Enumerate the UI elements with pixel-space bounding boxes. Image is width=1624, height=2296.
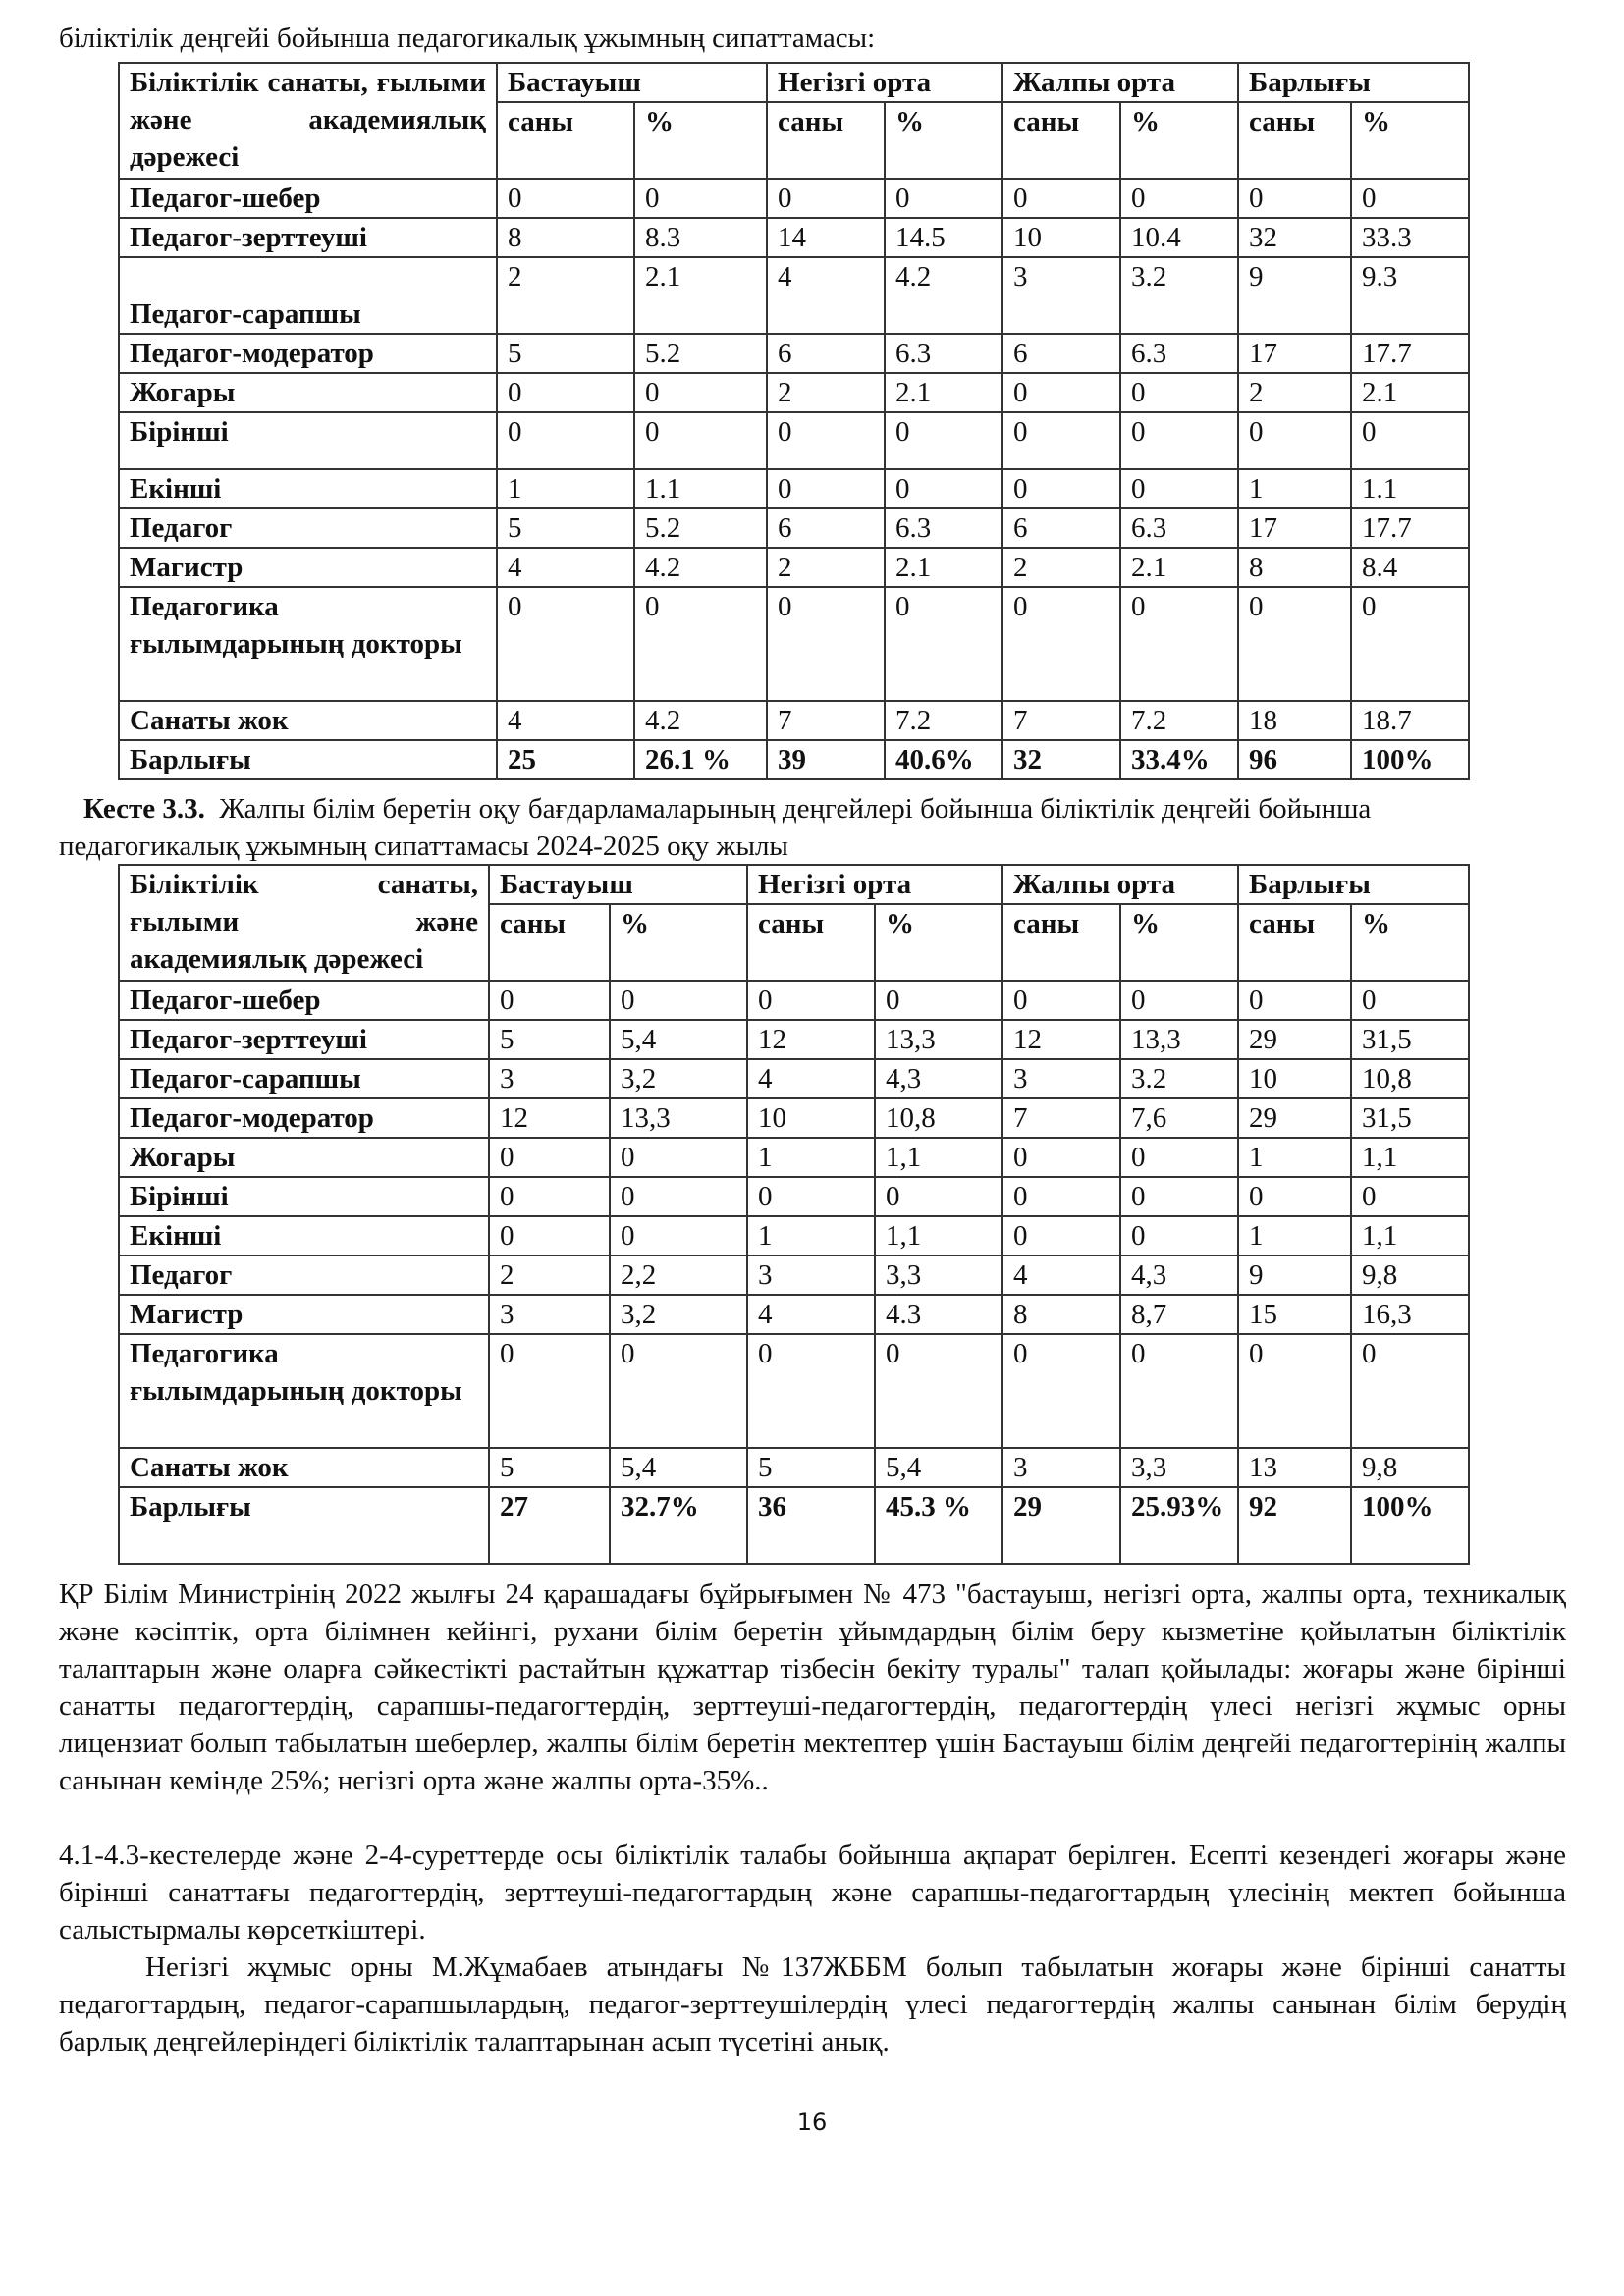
table-cell: 4 xyxy=(497,548,634,587)
table-cell: 4 xyxy=(747,1059,875,1098)
header-first-column: Біліктілік санаты, ғылыми және академиялық дәрежесі xyxy=(119,865,489,981)
table-cell: 3.2 xyxy=(1120,257,1238,334)
row-label: Педагогика ғылымдарының докторы xyxy=(119,587,497,701)
table-cell: 13,3 xyxy=(1120,1020,1238,1059)
table-cell: 5,4 xyxy=(610,1448,747,1487)
table-cell: 0 xyxy=(1002,412,1120,469)
table-cell: 2,2 xyxy=(610,1255,747,1295)
table-cell: 6.3 xyxy=(1120,508,1238,548)
table-cell: 0 xyxy=(634,412,767,469)
table-cell: 2.1 xyxy=(885,373,1002,412)
row-label: Педагог-зерттеуші xyxy=(119,1020,489,1059)
table-cell: 0 xyxy=(610,1177,747,1216)
table-cell: 0 xyxy=(610,1138,747,1177)
row-label: Екінші xyxy=(119,469,497,508)
table-cell: 7 xyxy=(767,701,885,740)
table-cell: 5 xyxy=(489,1020,610,1059)
table-cell: 1,1 xyxy=(1351,1138,1469,1177)
table-cell: 9.3 xyxy=(1351,257,1469,334)
row-label: Педагог-модератор xyxy=(119,1098,489,1138)
table-row xyxy=(119,548,1469,587)
table-cell: 2 xyxy=(1238,373,1351,412)
table-cell: 9 xyxy=(1238,257,1351,334)
table-cell: 0 xyxy=(1238,1177,1351,1216)
header-group: Барлығы xyxy=(1238,63,1469,102)
table-cell: 0 xyxy=(634,373,767,412)
table-cell: 5.2 xyxy=(634,334,767,373)
table-cell: 18 xyxy=(1238,701,1351,740)
table-row xyxy=(119,412,1469,469)
table-cell: 8.4 xyxy=(1351,548,1469,587)
table-cell: 0 xyxy=(747,981,875,1020)
table-cell: 0 xyxy=(1120,179,1238,218)
table-cell: 100% xyxy=(1351,740,1469,779)
page-number: 16 xyxy=(796,2109,828,2136)
table-cell: 5 xyxy=(489,1448,610,1487)
table-cell: 0 xyxy=(875,1334,1002,1448)
table-cell: 0 xyxy=(1120,412,1238,469)
table-cell: 0 xyxy=(489,1138,610,1177)
table-cell: 31,5 xyxy=(1351,1020,1469,1059)
table-cell: 6.3 xyxy=(885,508,1002,548)
table-cell: 40.6% xyxy=(885,740,1002,779)
table-cell: 5 xyxy=(747,1448,875,1487)
table-cell: 33.4% xyxy=(1120,740,1238,779)
table-header-row xyxy=(119,63,1469,102)
table-cell: 5.2 xyxy=(634,508,767,548)
table-cell: 10 xyxy=(1002,218,1120,257)
table-cell: 1 xyxy=(747,1216,875,1255)
table-cell: 92 xyxy=(1238,1487,1351,1564)
table-cell: 8,7 xyxy=(1120,1295,1238,1334)
table-cell: 5 xyxy=(497,508,634,548)
caption-number: Кесте 3.3. xyxy=(83,793,205,825)
table-cell: 26.1 % xyxy=(634,740,767,779)
subheader-cell: саны xyxy=(1002,102,1120,179)
table-cell: 0 xyxy=(1351,981,1469,1020)
header-group: Бастауыш xyxy=(489,865,747,904)
table-cell: 17 xyxy=(1238,334,1351,373)
table-cell: 16,3 xyxy=(1351,1295,1469,1334)
table-cell: 3,3 xyxy=(875,1255,1002,1295)
table-cell: 0 xyxy=(1002,981,1120,1020)
table-cell: 4 xyxy=(1002,1255,1120,1295)
table-row xyxy=(119,508,1469,548)
table-row xyxy=(119,1487,1469,1564)
row-label: Педагог-шебер xyxy=(119,179,497,218)
table-cell: 0 xyxy=(1351,1334,1469,1448)
table-cell: 13,3 xyxy=(610,1098,747,1138)
table-cell: 0 xyxy=(1002,179,1120,218)
table-cell: 1 xyxy=(747,1138,875,1177)
subheader-cell: % xyxy=(1351,904,1469,981)
table-cell: 0 xyxy=(767,179,885,218)
table-cell: 2.1 xyxy=(1120,548,1238,587)
caption-line-2: педагогикалық ұжымның сипаттамасы 2024-2025 оқу жылы xyxy=(59,830,788,862)
table-cell: 12 xyxy=(1002,1020,1120,1059)
table-cell: 5 xyxy=(497,334,634,373)
table-row xyxy=(119,373,1469,412)
subheader-cell: саны xyxy=(1238,904,1351,981)
table-cell: 14 xyxy=(767,218,885,257)
table-row xyxy=(119,1448,1469,1487)
table-cell: 4.2 xyxy=(634,701,767,740)
table-cell: 9 xyxy=(1238,1255,1351,1295)
table-cell: 1 xyxy=(1238,1138,1351,1177)
row-label: Педагог-сарапшы xyxy=(119,1059,489,1098)
table-cell: 3 xyxy=(747,1255,875,1295)
table-cell: 32.7% xyxy=(610,1487,747,1564)
table-cell: 0 xyxy=(885,179,1002,218)
table-cell: 0 xyxy=(1120,981,1238,1020)
subheader-cell: саны xyxy=(767,102,885,179)
table-cell: 8 xyxy=(497,218,634,257)
table-cell: 0 xyxy=(489,1177,610,1216)
table-cell: 36 xyxy=(747,1487,875,1564)
table-cell: 0 xyxy=(1351,412,1469,469)
table-cell: 3 xyxy=(489,1059,610,1098)
table-cell: 1 xyxy=(497,469,634,508)
table-cell: 1,1 xyxy=(875,1216,1002,1255)
table-cell: 2 xyxy=(489,1255,610,1295)
table-cell: 1,1 xyxy=(1351,1216,1469,1255)
table-cell: 0 xyxy=(610,981,747,1020)
table-row xyxy=(119,587,1469,701)
table-cell: 10,8 xyxy=(875,1098,1002,1138)
table-cell: 10,8 xyxy=(1351,1059,1469,1098)
table-row xyxy=(119,1334,1469,1448)
table-cell: 0 xyxy=(497,373,634,412)
header-group: Негізгі орта xyxy=(767,63,1002,102)
table-cell: 0 xyxy=(1351,587,1469,701)
subheader-cell: % xyxy=(885,102,1002,179)
table-cell: 0 xyxy=(1238,587,1351,701)
table-row xyxy=(119,334,1469,373)
table-cell: 29 xyxy=(1238,1020,1351,1059)
table-cell: 0 xyxy=(497,412,634,469)
table-cell: 8.3 xyxy=(634,218,767,257)
header-group: Негізгі орта xyxy=(747,865,1002,904)
subheader-cell: саны xyxy=(1002,904,1120,981)
header-group: Жалпы орта xyxy=(1002,63,1238,102)
row-label: Екінші xyxy=(119,1216,489,1255)
row-label: Педагог xyxy=(119,1255,489,1295)
table-row xyxy=(119,257,1469,334)
table-cell: 39 xyxy=(767,740,885,779)
table-row xyxy=(119,701,1469,740)
row-label: Барлығы xyxy=(119,1487,489,1564)
table-cell: 10 xyxy=(747,1098,875,1138)
table-cell: 0 xyxy=(875,1177,1002,1216)
row-label: Жогары xyxy=(119,373,497,412)
table-cell: 1,1 xyxy=(875,1138,1002,1177)
qualification-table-1 xyxy=(118,62,1470,780)
table-cell: 0 xyxy=(1120,587,1238,701)
row-label: Жогары xyxy=(119,1138,489,1177)
table-cell: 4,3 xyxy=(1120,1255,1238,1295)
table-cell: 0 xyxy=(885,587,1002,701)
table-cell: 0 xyxy=(1120,469,1238,508)
row-label: Бірінші xyxy=(119,1177,489,1216)
table-cell: 2.1 xyxy=(885,548,1002,587)
table-cell: 0 xyxy=(747,1177,875,1216)
row-label: Магистр xyxy=(119,548,497,587)
table-row xyxy=(119,1255,1469,1295)
table-cell: 0 xyxy=(1002,1138,1120,1177)
table-cell: 0 xyxy=(634,179,767,218)
table-cell: 15 xyxy=(1238,1295,1351,1334)
table-cell: 6 xyxy=(1002,508,1120,548)
table-cell: 0 xyxy=(497,587,634,701)
table-row xyxy=(119,1020,1469,1059)
table-cell: 13 xyxy=(1238,1448,1351,1487)
table-header-row xyxy=(119,865,1469,904)
table-caption xyxy=(83,790,1566,828)
table-cell: 2 xyxy=(497,257,634,334)
table-row xyxy=(119,1138,1469,1177)
table-cell: 31,5 xyxy=(1351,1098,1469,1138)
table-cell: 1 xyxy=(1238,1216,1351,1255)
table-cell: 7 xyxy=(1002,701,1120,740)
row-label: Педагог-зерттеуші xyxy=(119,218,497,257)
subheader-cell: % xyxy=(1351,102,1469,179)
table-row xyxy=(119,1295,1469,1334)
table-cell: 45.3 % xyxy=(875,1487,1002,1564)
table-cell: 17 xyxy=(1238,508,1351,548)
header-group: Бастауыш xyxy=(497,63,767,102)
table-cell: 0 xyxy=(1238,412,1351,469)
table-cell: 0 xyxy=(1120,1334,1238,1448)
table-cell: 6 xyxy=(767,508,885,548)
table-cell: 0 xyxy=(634,587,767,701)
subheader-cell: саны xyxy=(489,904,610,981)
table-cell: 4,3 xyxy=(875,1059,1002,1098)
table-cell: 0 xyxy=(1002,373,1120,412)
table-cell: 29 xyxy=(1238,1098,1351,1138)
table-cell: 0 xyxy=(497,179,634,218)
subheader-cell: % xyxy=(1120,904,1238,981)
table-cell: 0 xyxy=(1002,1216,1120,1255)
subheader-cell: % xyxy=(634,102,767,179)
table-cell: 0 xyxy=(885,412,1002,469)
table-cell: 33.3 xyxy=(1351,218,1469,257)
table-cell: 0 xyxy=(489,1216,610,1255)
table-cell: 8 xyxy=(1238,548,1351,587)
row-label: Педагог-модератор xyxy=(119,334,497,373)
table-cell: 3 xyxy=(1002,1059,1120,1098)
table-cell: 10.4 xyxy=(1120,218,1238,257)
table-cell: 96 xyxy=(1238,740,1351,779)
row-label: Педагог xyxy=(119,508,497,548)
table-row xyxy=(119,740,1469,779)
header-group: Жалпы орта xyxy=(1002,865,1238,904)
table-cell: 2.1 xyxy=(1351,373,1469,412)
table-cell: 1.1 xyxy=(634,469,767,508)
header-first-column: Біліктілік санаты, ғылыми және академиялық дәрежесі xyxy=(119,63,497,179)
subheader-cell: % xyxy=(1120,102,1238,179)
table-cell: 4.2 xyxy=(885,257,1002,334)
header-group: Барлығы xyxy=(1238,865,1469,904)
table-cell: 0 xyxy=(1351,1177,1469,1216)
table-cell: 5,4 xyxy=(610,1020,747,1059)
table-cell: 4 xyxy=(767,257,885,334)
row-label: Магистр xyxy=(119,1295,489,1334)
subheader-cell: % xyxy=(875,904,1002,981)
table-cell: 3.2 xyxy=(1120,1059,1238,1098)
caption-text: Жалпы білім беретін оқу бағдарламаларының деңгейлері бойынша біліктілік деңгейі бойынша xyxy=(219,793,1372,825)
row-label: Педагог-сарапшы xyxy=(119,257,497,334)
table-cell: 0 xyxy=(1002,1177,1120,1216)
table-cell: 2 xyxy=(767,548,885,587)
table-cell: 13,3 xyxy=(875,1020,1002,1059)
table-cell: 0 xyxy=(1002,1334,1120,1448)
table-cell: 6 xyxy=(767,334,885,373)
table-cell: 0 xyxy=(767,412,885,469)
table-row xyxy=(119,1177,1469,1216)
table-cell: 0 xyxy=(1002,469,1120,508)
table-cell: 5,4 xyxy=(875,1448,1002,1487)
paragraph-conclusion: Негізгі жұмыс орны М.Жұмабаев атындағы №137ЖББМ болып табылатын жоғары және бірінші санатты педагогтардың, педагог-сарапшылардың, педагог-зерттеушілердің үлесі педагогтердің жалпы санынан білім берудің барлық деңгейлеріндегі біліктілік талаптарынан асып түсетіні анық. xyxy=(59,1951,1566,2057)
table-cell: 7.2 xyxy=(885,701,1002,740)
table-row xyxy=(119,1059,1469,1098)
row-label: Санаты жок xyxy=(119,701,497,740)
table-row xyxy=(119,179,1469,218)
table-cell: 0 xyxy=(1238,179,1351,218)
table-cell: 0 xyxy=(1238,1334,1351,1448)
subheader-cell: % xyxy=(610,904,747,981)
table-cell: 32 xyxy=(1238,218,1351,257)
table-cell: 1 xyxy=(1238,469,1351,508)
table-cell: 3,3 xyxy=(1120,1448,1238,1487)
paragraph-tables-reference: 4.1-4.3-кестелерде және 2-4-суреттерде осы біліктілік талабы бойынша ақпарат берілген. Есепті кезендегі жоғары және бірінші санаттағы педагогтердің, зерттеуші-педагогтардың және сарапшы-педагогтардың үлесінің мектеп бойынша салыстырмалы көрсеткіштері. xyxy=(59,1840,1566,1946)
table-cell: 2.1 xyxy=(634,257,767,334)
table-cell: 32 xyxy=(1002,740,1120,779)
table-cell: 6.3 xyxy=(1120,334,1238,373)
table-cell: 4.2 xyxy=(634,548,767,587)
table-cell: 0 xyxy=(1002,587,1120,701)
table-cell: 3 xyxy=(1002,1448,1120,1487)
table-cell: 3,2 xyxy=(610,1059,747,1098)
subheader-cell: саны xyxy=(497,102,634,179)
table-row xyxy=(119,1216,1469,1255)
table-cell: 17.7 xyxy=(1351,334,1469,373)
table-cell: 27 xyxy=(489,1487,610,1564)
row-label: Бірінші xyxy=(119,412,497,469)
paragraph-ministry-order: ҚР Білім Министрінің 2022 жылғы 24 қарашадағы бұйрығымен № 473 "бастауыш, негізгі орта, жалпы орта, техникалық және кәсіптік, орта білімнен кейінгі, рухани білім беретін ұйымдардың білім беру кызметіне қойылатын біліктілік талаптарын және оларға сәйкестікті растайтын құжаттар тізбесін бекіту туралы" талап қойылады: жоғары және бірінші санатты педагогтердің, сарапшы-педагогтердің, зерттеуші-педагогтердің, педагогтердің үлесі негізгі жұмыс орны лицензиат болып табылатын шеберлер, жалпы білім беретін мектептер үшін Бастауыш білім деңгейі педагогтерінің жалпы санынан кемінде 25%; негізгі орта және жалпы орта-35%.. xyxy=(59,1578,1566,1796)
table-cell: 2 xyxy=(767,373,885,412)
table-cell: 10 xyxy=(1238,1059,1351,1098)
subheader-cell: саны xyxy=(1238,102,1351,179)
table-cell: 3,2 xyxy=(610,1295,747,1334)
table-cell: 0 xyxy=(747,1334,875,1448)
table-cell: 6 xyxy=(1002,334,1120,373)
table-row xyxy=(119,1098,1469,1138)
row-label: Санаты жок xyxy=(119,1448,489,1487)
table-cell: 0 xyxy=(489,981,610,1020)
row-label: Педагогика ғылымдарының докторы xyxy=(119,1334,489,1448)
table-cell: 0 xyxy=(875,981,1002,1020)
table-cell: 0 xyxy=(1238,981,1351,1020)
table-cell: 0 xyxy=(885,469,1002,508)
table-cell: 12 xyxy=(489,1098,610,1138)
row-label: Барлығы xyxy=(119,740,497,779)
table-cell: 1.1 xyxy=(1351,469,1469,508)
table-cell: 25 xyxy=(497,740,634,779)
intro-line: біліктілік деңгейі бойынша педагогикалық ұжымның сипаттамасы: xyxy=(59,23,876,54)
subheader-cell: саны xyxy=(747,904,875,981)
row-label: Педагог-шебер xyxy=(119,981,489,1020)
table-cell: 18.7 xyxy=(1351,701,1469,740)
table-cell: 0 xyxy=(1120,1177,1238,1216)
table-cell: 12 xyxy=(747,1020,875,1059)
table-cell: 3 xyxy=(489,1295,610,1334)
table-cell: 100% xyxy=(1351,1487,1469,1564)
table-cell: 29 xyxy=(1002,1487,1120,1564)
table-cell: 8 xyxy=(1002,1295,1120,1334)
qualification-table-2 xyxy=(118,864,1470,1565)
table-cell: 9,8 xyxy=(1351,1448,1469,1487)
table-row xyxy=(119,469,1469,508)
table-cell: 4 xyxy=(497,701,634,740)
table-cell: 0 xyxy=(1351,179,1469,218)
table-cell: 0 xyxy=(1120,373,1238,412)
table-cell: 3 xyxy=(1002,257,1120,334)
table-cell: 7 xyxy=(1002,1098,1120,1138)
table-row xyxy=(119,218,1469,257)
table-cell: 2 xyxy=(1002,548,1120,587)
table-cell: 25.93% xyxy=(1120,1487,1238,1564)
table-cell: 0 xyxy=(1120,1138,1238,1177)
table-cell: 7,6 xyxy=(1120,1098,1238,1138)
table-cell: 4 xyxy=(747,1295,875,1334)
table-cell: 7.2 xyxy=(1120,701,1238,740)
table-row xyxy=(119,981,1469,1020)
table-cell: 17.7 xyxy=(1351,508,1469,548)
table-cell: 0 xyxy=(610,1334,747,1448)
table-cell: 0 xyxy=(767,587,885,701)
table-cell: 0 xyxy=(610,1216,747,1255)
table-cell: 4.3 xyxy=(875,1295,1002,1334)
table-cell: 9,8 xyxy=(1351,1255,1469,1295)
table-cell: 0 xyxy=(1120,1216,1238,1255)
table-cell: 0 xyxy=(489,1334,610,1448)
table-cell: 6.3 xyxy=(885,334,1002,373)
table-cell: 0 xyxy=(767,469,885,508)
table-cell: 14.5 xyxy=(885,218,1002,257)
